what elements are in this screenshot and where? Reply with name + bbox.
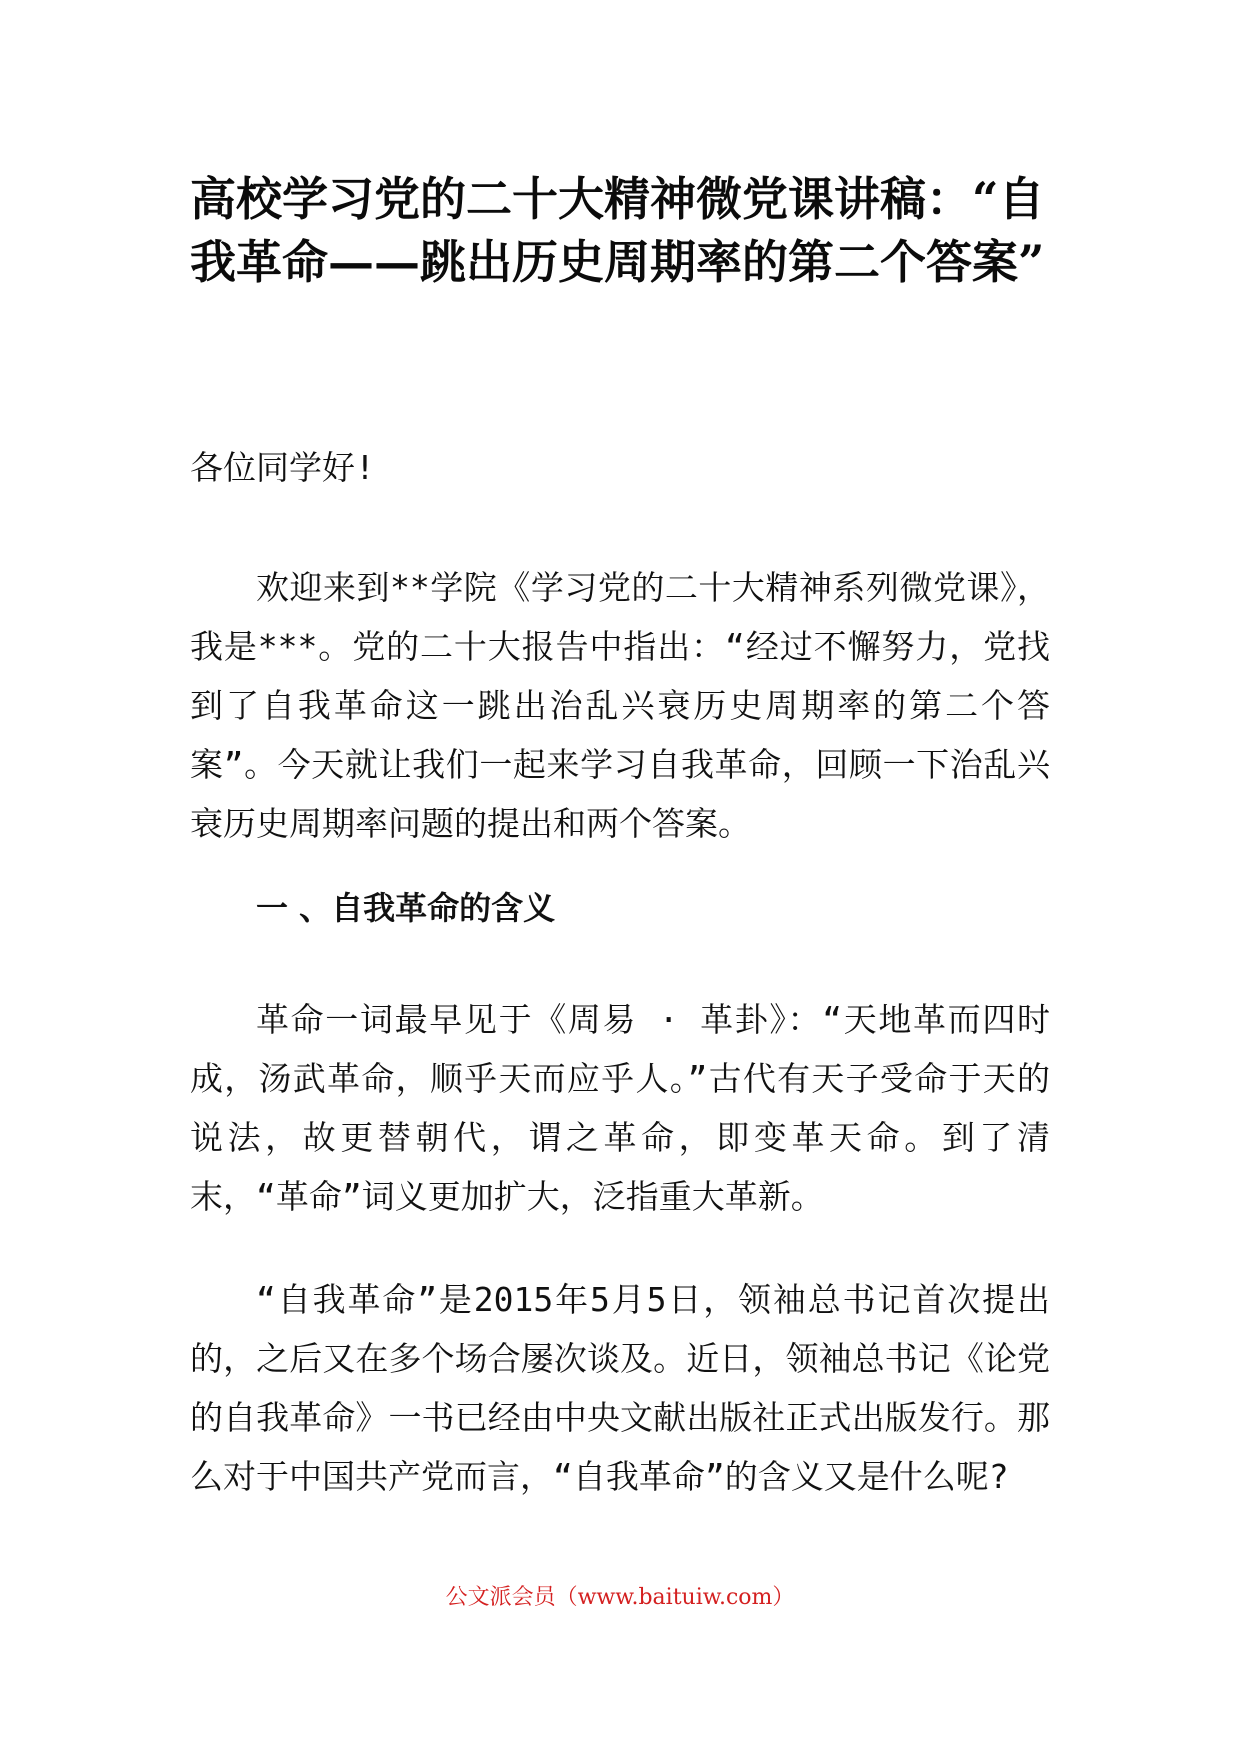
document-title: 高校学习党的二十大精神微党课讲稿：“自我革命——跳出历史周期率的第二个答案” xyxy=(190,172,1045,289)
paragraph-meaning: “自我革命”是2015年5月5日，领袖总书记首次提出的，之后又在多个场合屡次谈及。近日，领袖总书记《论党的自我革命》一书已经由中央文献出版社正式出版发行。那么对于中国共产党而言，“自我革命”的含义又是什么呢? xyxy=(190,1280,1050,1496)
paragraph-origin: 革命一词最早见于《周易 · 革卦》：“天地革而四时成，汤武革命，顺乎天而应乎人。”古代有天子受命于天的说法，故更替朝代，谓之革命，即变革天命。到了清末，“革命”词义更加扩大，泛指重大革新。 xyxy=(190,1000,1050,1216)
footer-watermark-text: 公文派会员（www.baituiw.com） xyxy=(445,1585,795,1610)
section-heading: 一 、自我革命的含义 xyxy=(256,889,556,927)
greeting-text: 各位同学好! xyxy=(190,448,375,487)
paragraph-intro: 欢迎来到**学院《学习党的二十大精神系列微党课》，我是***。党的二十大报告中指出：“经过不懈努力，党找到了自我革命这一跳出治乱兴衰历史周期率的第二个答案”。今天就让我们一起来学习自我革命，回顾一下治乱兴衰历史周期率问题的提出和两个答案。 xyxy=(190,568,1050,843)
